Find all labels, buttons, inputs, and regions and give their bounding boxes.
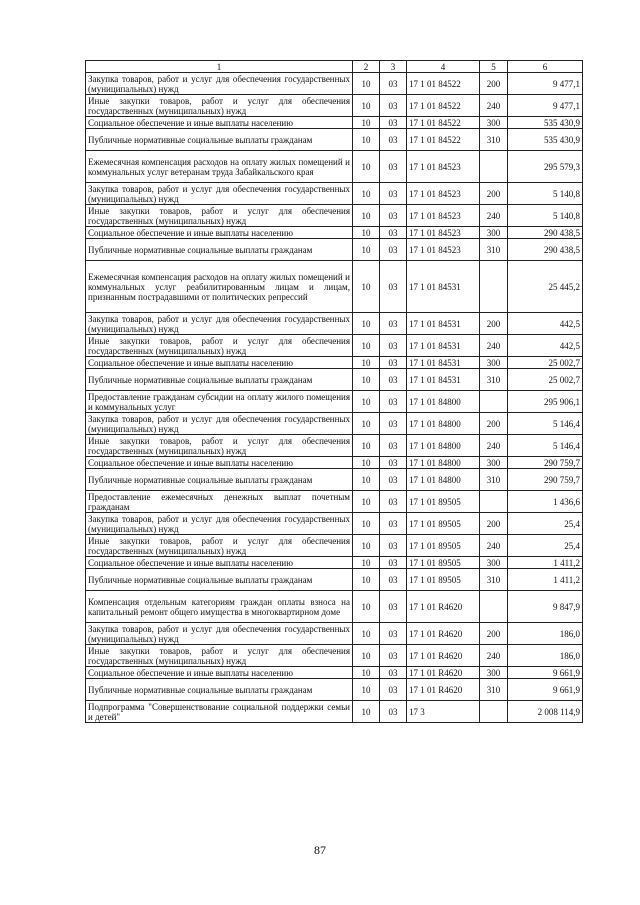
cell-subsection: 03 xyxy=(380,491,407,513)
cell-subsection: 03 xyxy=(380,569,407,591)
cell-name: Иные закупки товаров, работ и услуг для обеспечения государственных (муниципальных) нужд xyxy=(86,435,353,457)
cell-section: 10 xyxy=(353,369,380,391)
cell-expense-type xyxy=(480,261,508,313)
cell-section: 10 xyxy=(353,205,380,227)
cell-subsection: 03 xyxy=(380,557,407,569)
cell-target-code: 17 1 01 84800 xyxy=(407,469,480,491)
table-row xyxy=(86,413,583,435)
table-row xyxy=(86,183,583,205)
cell-target-code: 17 1 01 R4620 xyxy=(407,591,480,623)
table-row xyxy=(86,239,583,261)
cell-section: 10 xyxy=(353,73,380,95)
cell-target-code: 17 1 01 84800 xyxy=(407,391,480,413)
cell-expense-type: 240 xyxy=(480,95,508,117)
cell-subsection: 03 xyxy=(380,667,407,679)
cell-subsection: 03 xyxy=(380,469,407,491)
cell-expense-type: 240 xyxy=(480,435,508,457)
cell-amount: 290 438,5 xyxy=(508,227,583,239)
cell-target-code: 17 1 01 84522 xyxy=(407,73,480,95)
cell-section: 10 xyxy=(353,239,380,261)
cell-subsection: 03 xyxy=(380,151,407,183)
cell-amount: 295 579,3 xyxy=(508,151,583,183)
cell-amount: 442,5 xyxy=(508,335,583,357)
cell-name: Публичные нормативные социальные выплаты гражданам xyxy=(86,369,353,391)
cell-section: 10 xyxy=(353,435,380,457)
cell-name: Закупка товаров, работ и услуг для обеспечения государственных (муниципальных) нужд xyxy=(86,623,353,645)
cell-expense-type xyxy=(480,591,508,623)
cell-target-code: 17 1 01 84531 xyxy=(407,369,480,391)
cell-amount: 186,0 xyxy=(508,623,583,645)
cell-target-code: 17 1 01 84531 xyxy=(407,261,480,313)
cell-expense-type: 240 xyxy=(480,645,508,667)
cell-subsection: 03 xyxy=(380,261,407,313)
col-header-pr: 3 xyxy=(380,61,407,73)
cell-amount: 1 436,6 xyxy=(508,491,583,513)
cell-name: Ежемесячная компенсация расходов на оплату жилых помещений и коммунальных услуг реабилитированным лицам и лицам, признанным пострадавшими от политических репрессий xyxy=(86,261,353,313)
cell-name: Социальное обеспечение и иные выплаты населению xyxy=(86,227,353,239)
cell-amount: 535 430,9 xyxy=(508,117,583,129)
cell-name: Закупка товаров, работ и услуг для обеспечения государственных (муниципальных) нужд xyxy=(86,313,353,335)
cell-section: 10 xyxy=(353,357,380,369)
cell-section: 10 xyxy=(353,261,380,313)
cell-name: Социальное обеспечение и иные выплаты населению xyxy=(86,557,353,569)
cell-subsection: 03 xyxy=(380,239,407,261)
cell-name: Публичные нормативные социальные выплаты гражданам xyxy=(86,129,353,151)
cell-section: 10 xyxy=(353,183,380,205)
cell-name: Социальное обеспечение и иные выплаты населению xyxy=(86,357,353,369)
cell-amount: 25 445,2 xyxy=(508,261,583,313)
cell-section: 10 xyxy=(353,513,380,535)
table-row xyxy=(86,569,583,591)
cell-subsection: 03 xyxy=(380,679,407,701)
cell-target-code: 17 1 01 84523 xyxy=(407,183,480,205)
cell-amount: 5 146,4 xyxy=(508,435,583,457)
cell-name: Закупка товаров, работ и услуг для обеспечения государственных (муниципальных) нужд xyxy=(86,413,353,435)
cell-subsection: 03 xyxy=(380,591,407,623)
cell-name: Иные закупки товаров, работ и услуг для обеспечения государственных (муниципальных) нужд xyxy=(86,645,353,667)
cell-amount: 290 438,5 xyxy=(508,239,583,261)
cell-expense-type: 300 xyxy=(480,667,508,679)
table-row xyxy=(86,129,583,151)
table-row xyxy=(86,261,583,313)
table-row xyxy=(86,313,583,335)
cell-expense-type: 240 xyxy=(480,205,508,227)
cell-amount: 25 002,7 xyxy=(508,369,583,391)
cell-target-code: 17 1 01 84523 xyxy=(407,205,480,227)
cell-section: 10 xyxy=(353,569,380,591)
cell-expense-type: 300 xyxy=(480,557,508,569)
cell-section: 10 xyxy=(353,335,380,357)
table-row xyxy=(86,667,583,679)
table-row xyxy=(86,205,583,227)
cell-section: 10 xyxy=(353,667,380,679)
cell-subsection: 03 xyxy=(380,73,407,95)
table-row xyxy=(86,435,583,457)
cell-amount: 5 140,8 xyxy=(508,205,583,227)
table-row xyxy=(86,679,583,701)
cell-expense-type: 300 xyxy=(480,117,508,129)
cell-target-code: 17 1 01 84531 xyxy=(407,357,480,369)
table-row xyxy=(86,491,583,513)
cell-target-code: 17 3 xyxy=(407,701,480,723)
cell-section: 10 xyxy=(353,701,380,723)
cell-amount: 25,4 xyxy=(508,535,583,557)
cell-target-code: 17 1 01 84523 xyxy=(407,151,480,183)
cell-expense-type: 310 xyxy=(480,679,508,701)
cell-target-code: 17 1 01 84800 xyxy=(407,413,480,435)
cell-expense-type: 200 xyxy=(480,513,508,535)
table-row xyxy=(86,357,583,369)
table-row xyxy=(86,623,583,645)
cell-amount: 9 477,1 xyxy=(508,73,583,95)
cell-subsection: 03 xyxy=(380,335,407,357)
cell-subsection: 03 xyxy=(380,183,407,205)
cell-amount: 5 146,4 xyxy=(508,413,583,435)
col-header-vr: 5 xyxy=(480,61,508,73)
cell-target-code: 17 1 01 84523 xyxy=(407,239,480,261)
cell-expense-type: 200 xyxy=(480,313,508,335)
cell-target-code: 17 1 01 R4620 xyxy=(407,667,480,679)
cell-name: Иные закупки товаров, работ и услуг для обеспечения государственных (муниципальных) нужд xyxy=(86,335,353,357)
cell-amount: 295 906,1 xyxy=(508,391,583,413)
table-row xyxy=(86,227,583,239)
cell-subsection: 03 xyxy=(380,369,407,391)
cell-name: Подпрограмма "Совершенствование социальной поддержки семьи и детей" xyxy=(86,701,353,723)
cell-section: 10 xyxy=(353,391,380,413)
cell-section: 10 xyxy=(353,679,380,701)
cell-amount: 1 411,2 xyxy=(508,557,583,569)
budget-table xyxy=(85,60,583,723)
table-row xyxy=(86,117,583,129)
cell-target-code: 17 1 01 84531 xyxy=(407,313,480,335)
cell-amount: 5 140,8 xyxy=(508,183,583,205)
cell-name: Иные закупки товаров, работ и услуг для обеспечения государственных (муниципальных) нужд xyxy=(86,535,353,557)
cell-expense-type: 300 xyxy=(480,357,508,369)
cell-expense-type: 310 xyxy=(480,369,508,391)
cell-name: Публичные нормативные социальные выплаты гражданам xyxy=(86,679,353,701)
cell-section: 10 xyxy=(353,557,380,569)
cell-amount: 290 759,7 xyxy=(508,469,583,491)
cell-subsection: 03 xyxy=(380,435,407,457)
cell-expense-type: 240 xyxy=(480,535,508,557)
cell-target-code: 17 1 01 84800 xyxy=(407,435,480,457)
cell-name: Иные закупки товаров, работ и услуг для обеспечения государственных (муниципальных) нужд xyxy=(86,95,353,117)
cell-amount: 290 759,7 xyxy=(508,457,583,469)
cell-amount: 186,0 xyxy=(508,645,583,667)
cell-expense-type: 300 xyxy=(480,227,508,239)
cell-target-code: 17 1 01 84523 xyxy=(407,227,480,239)
cell-section: 10 xyxy=(353,95,380,117)
cell-target-code: 17 1 01 84531 xyxy=(407,335,480,357)
cell-amount: 1 411,2 xyxy=(508,569,583,591)
col-header-sum: 6 xyxy=(508,61,583,73)
cell-target-code: 17 1 01 84522 xyxy=(407,129,480,151)
cell-expense-type: 200 xyxy=(480,623,508,645)
cell-section: 10 xyxy=(353,645,380,667)
cell-target-code: 17 1 01 89505 xyxy=(407,491,480,513)
cell-target-code: 17 1 01 89505 xyxy=(407,569,480,591)
cell-amount: 9 477,1 xyxy=(508,95,583,117)
cell-name: Ежемесячная компенсация расходов на оплату жилых помещений и коммунальных услуг ветеранам труда Забайкальского края xyxy=(86,151,353,183)
cell-expense-type xyxy=(480,391,508,413)
cell-section: 10 xyxy=(353,413,380,435)
cell-section: 10 xyxy=(353,227,380,239)
cell-section: 10 xyxy=(353,591,380,623)
cell-subsection: 03 xyxy=(380,645,407,667)
cell-expense-type: 240 xyxy=(480,335,508,357)
table-body xyxy=(86,73,583,723)
cell-amount: 535 430,9 xyxy=(508,129,583,151)
cell-subsection: 03 xyxy=(380,227,407,239)
table-row xyxy=(86,591,583,623)
cell-target-code: 17 1 01 R4620 xyxy=(407,623,480,645)
cell-section: 10 xyxy=(353,129,380,151)
table-row xyxy=(86,151,583,183)
cell-expense-type: 310 xyxy=(480,239,508,261)
cell-subsection: 03 xyxy=(380,535,407,557)
cell-section: 10 xyxy=(353,623,380,645)
cell-target-code: 17 1 01 R4620 xyxy=(407,645,480,667)
cell-name: Социальное обеспечение и иные выплаты населению xyxy=(86,457,353,469)
cell-expense-type xyxy=(480,151,508,183)
cell-target-code: 17 1 01 R4620 xyxy=(407,679,480,701)
cell-section: 10 xyxy=(353,535,380,557)
cell-name: Закупка товаров, работ и услуг для обеспечения государственных (муниципальных) нужд xyxy=(86,73,353,95)
cell-name: Публичные нормативные социальные выплаты гражданам xyxy=(86,239,353,261)
cell-subsection: 03 xyxy=(380,701,407,723)
cell-subsection: 03 xyxy=(380,357,407,369)
cell-expense-type xyxy=(480,701,508,723)
table-row xyxy=(86,535,583,557)
cell-amount: 9 661,9 xyxy=(508,679,583,701)
cell-name: Компенсация отдельным категориям граждан оплаты взноса на капитальный ремонт общего имущества в многоквартирном доме xyxy=(86,591,353,623)
table-row xyxy=(86,335,583,357)
table-row xyxy=(86,701,583,723)
cell-expense-type: 310 xyxy=(480,129,508,151)
cell-expense-type xyxy=(480,491,508,513)
cell-section: 10 xyxy=(353,313,380,335)
cell-subsection: 03 xyxy=(380,391,407,413)
cell-amount: 9 661,9 xyxy=(508,667,583,679)
cell-section: 10 xyxy=(353,491,380,513)
col-header-name: 1 xyxy=(86,61,353,73)
table-row xyxy=(86,369,583,391)
table-row xyxy=(86,557,583,569)
cell-subsection: 03 xyxy=(380,129,407,151)
cell-section: 10 xyxy=(353,151,380,183)
cell-name: Предоставление ежемесячных денежных выплат почетным гражданам xyxy=(86,491,353,513)
cell-target-code: 17 1 01 89505 xyxy=(407,535,480,557)
table-row xyxy=(86,457,583,469)
cell-name: Публичные нормативные социальные выплаты гражданам xyxy=(86,569,353,591)
cell-name: Предоставление гражданам субсидии на оплату жилого помещения и коммунальных услуг xyxy=(86,391,353,413)
cell-expense-type: 310 xyxy=(480,569,508,591)
cell-target-code: 17 1 01 84800 xyxy=(407,457,480,469)
cell-target-code: 17 1 01 89505 xyxy=(407,557,480,569)
cell-subsection: 03 xyxy=(380,95,407,117)
cell-name: Социальное обеспечение и иные выплаты населению xyxy=(86,667,353,679)
cell-section: 10 xyxy=(353,469,380,491)
cell-amount: 9 847,9 xyxy=(508,591,583,623)
cell-amount: 25,4 xyxy=(508,513,583,535)
cell-name: Социальное обеспечение и иные выплаты населению xyxy=(86,117,353,129)
cell-expense-type: 300 xyxy=(480,457,508,469)
col-header-rz: 2 xyxy=(353,61,380,73)
cell-subsection: 03 xyxy=(380,623,407,645)
cell-subsection: 03 xyxy=(380,513,407,535)
col-header-csr: 4 xyxy=(407,61,480,73)
table-row xyxy=(86,95,583,117)
table-row xyxy=(86,645,583,667)
cell-subsection: 03 xyxy=(380,205,407,227)
cell-amount: 2 008 114,9 xyxy=(508,701,583,723)
cell-subsection: 03 xyxy=(380,457,407,469)
table-row xyxy=(86,73,583,95)
cell-expense-type: 200 xyxy=(480,183,508,205)
cell-expense-type: 200 xyxy=(480,73,508,95)
cell-subsection: 03 xyxy=(380,413,407,435)
page-number: 87 xyxy=(314,843,326,857)
cell-subsection: 03 xyxy=(380,313,407,335)
cell-section: 10 xyxy=(353,457,380,469)
cell-target-code: 17 1 01 84522 xyxy=(407,95,480,117)
cell-target-code: 17 1 01 84522 xyxy=(407,117,480,129)
table-row xyxy=(86,391,583,413)
cell-name: Публичные нормативные социальные выплаты гражданам xyxy=(86,469,353,491)
table-row xyxy=(86,513,583,535)
cell-name: Закупка товаров, работ и услуг для обеспечения государственных (муниципальных) нужд xyxy=(86,513,353,535)
cell-target-code: 17 1 01 89505 xyxy=(407,513,480,535)
cell-expense-type: 200 xyxy=(480,413,508,435)
cell-amount: 25 002,7 xyxy=(508,357,583,369)
cell-subsection: 03 xyxy=(380,117,407,129)
table-row xyxy=(86,469,583,491)
cell-name: Закупка товаров, работ и услуг для обеспечения государственных (муниципальных) нужд xyxy=(86,183,353,205)
cell-name: Иные закупки товаров, работ и услуг для обеспечения государственных (муниципальных) нужд xyxy=(86,205,353,227)
cell-section: 10 xyxy=(353,117,380,129)
cell-expense-type: 310 xyxy=(480,469,508,491)
table-header-row xyxy=(86,61,583,73)
cell-amount: 442,5 xyxy=(508,313,583,335)
